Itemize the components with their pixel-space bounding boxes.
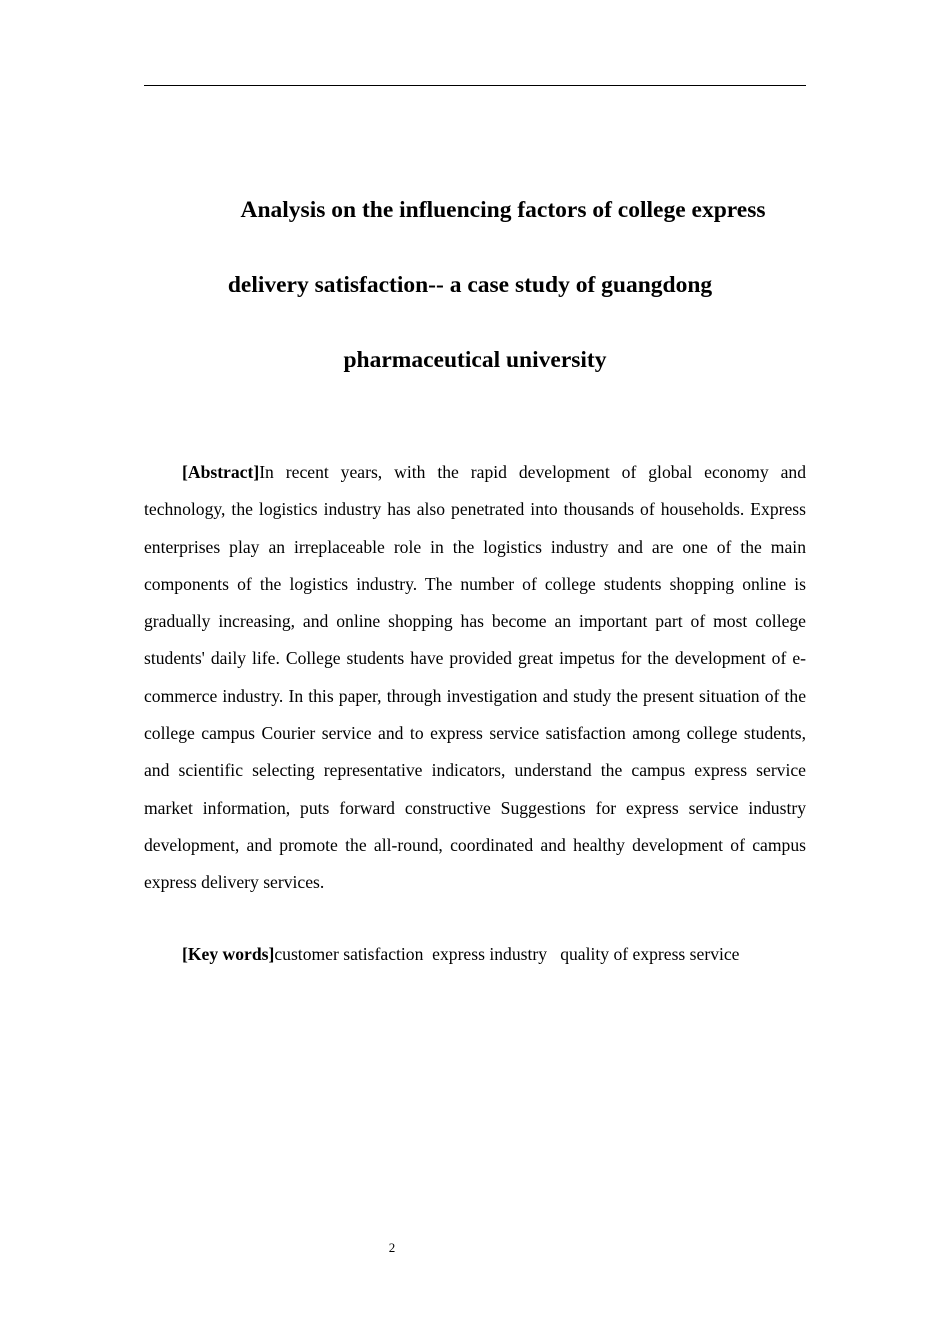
paper-title — [144, 186, 806, 411]
title-line-1: Analysis on the influencing factors of college express — [240, 197, 766, 223]
title-line-3: pharmaceutical university — [343, 347, 607, 373]
abstract-paragraph — [144, 454, 806, 902]
keywords-text: customer satisfaction express industry quality of express service — [274, 944, 740, 964]
keywords-paragraph — [144, 936, 806, 973]
keywords-label: [Key words] — [182, 944, 275, 964]
title-line-2: delivery satisfaction-- a case study of guangdong — [227, 272, 713, 298]
abstract-label: [Abstract] — [182, 462, 260, 482]
page-number: 2 — [388, 1240, 396, 1255]
abstract-text: In recent years, with the rapid development of global economy and technology, the logistics industry has also penetrated into thousands of households. Express enterprises play an irreplaceable role in the logistics industry and are one of the main components of the logistics industry. The number of college students shopping online is gradually increasing, and online shopping has become an important part of most college students' daily life. College students have provided great impetus for the development of e-commerce industry. In this paper, through investigation and study the present situation of the college campus Courier service and to express service satisfaction among college students, and scientific selecting representative indicators, understand the campus express service market information, puts forward constructive Suggestions for express service industry development, and promote the all-round, coordinated and healthy development of campus express delivery services. — [144, 462, 806, 893]
header-rule — [144, 85, 806, 86]
